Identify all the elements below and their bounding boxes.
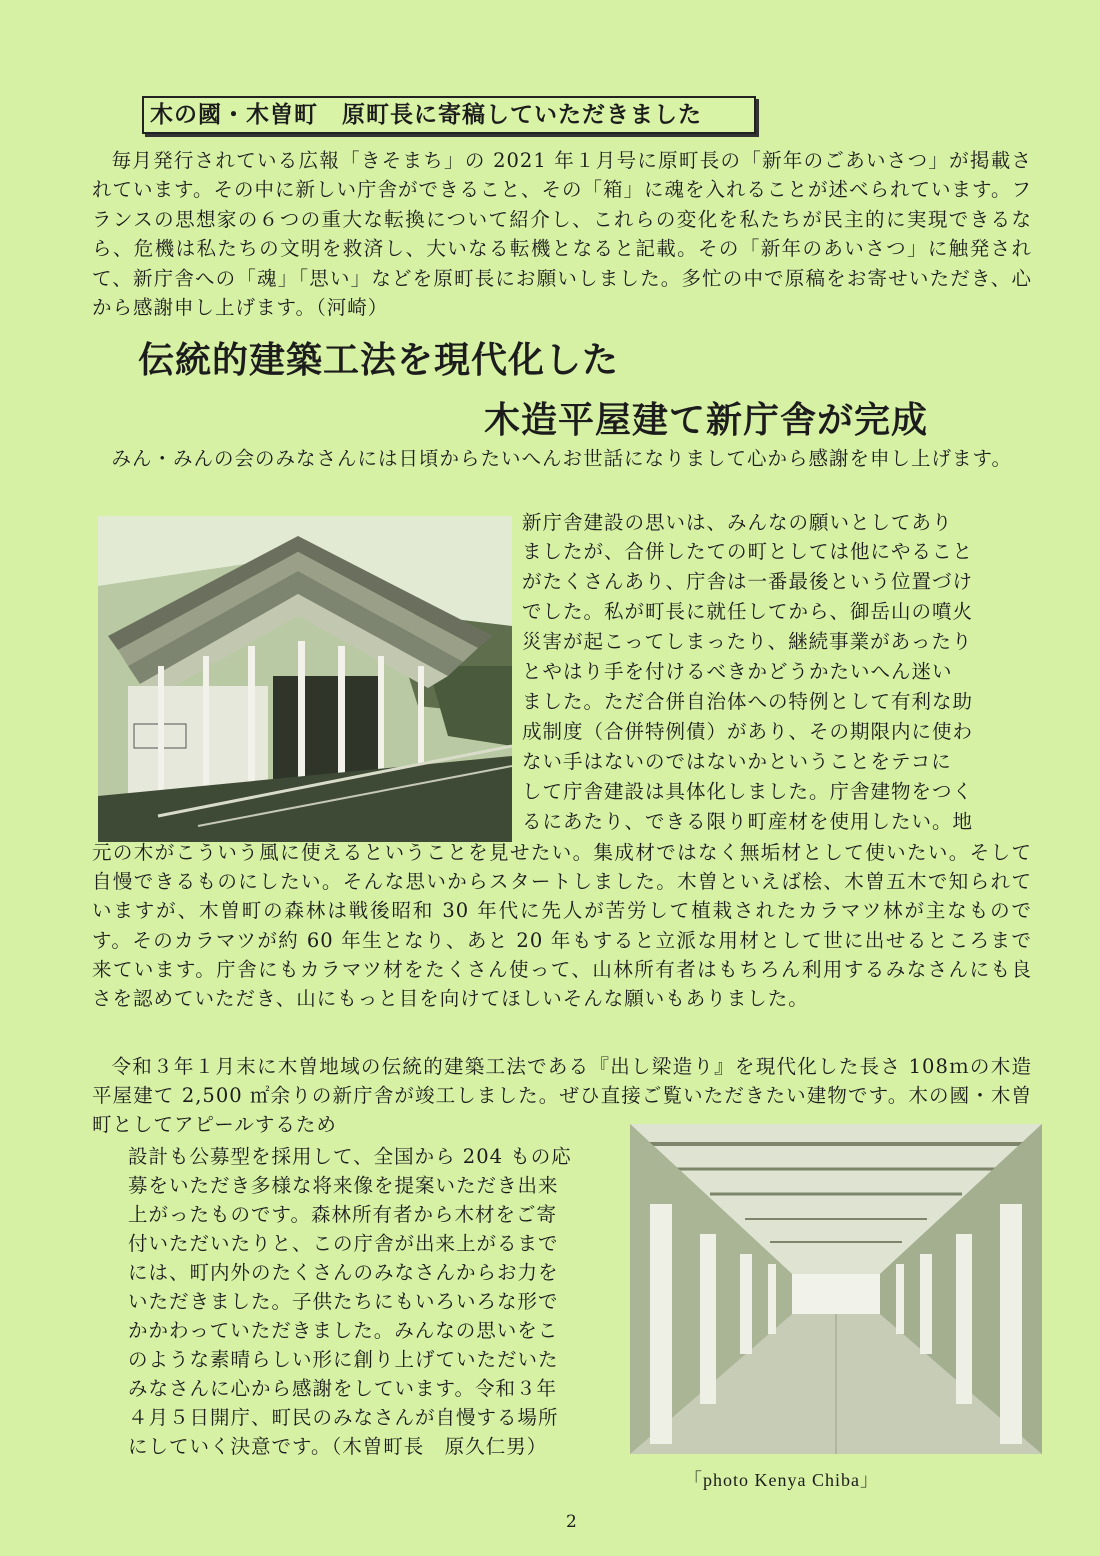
left-column-line: 付いただいたりと、この庁舎が出来上がるまで: [128, 1232, 559, 1255]
article-paragraph-1: みん・みんの会のみなさんには日頃からたいへんお世話になりまして心から感謝を申し上げます。: [111, 447, 1012, 470]
town-hall-interior-photo: [630, 1124, 1042, 1454]
left-column-line: 募をいただき多様な将来像を提案いただき出来: [128, 1174, 559, 1197]
right-column-line: ました。ただ合併自治体への特例として有利な助: [522, 690, 974, 713]
boxed-section-title: 木の國・木曽町 原町長に寄稿していただきました: [142, 96, 756, 134]
photo-caption: 「photo Kenya Chiba」: [684, 1470, 879, 1490]
right-column-line: 新庁舎建設の思いは、みんなの願いとしてあり: [522, 511, 953, 534]
article-paragraph-2-continued: 元の木がこういう風に使えるということを見せたい。集成材ではなく無垢材として使いたい。そして自慢できるものにしたい。そんな思いからスタートしました。木曽といえば桧、木曽五木で知られていますが、木曽町の森林は戦後昭和 30 年代に先人が苦労して植栽されたカラマツ林が主なものです。そのカラマツが約 60 年生となり、あと 20 年もすると立派な用材として世に出せるところまで来ています。庁舎にもカラマツ材をたくさん使って、山林所有者はもちろん利用するみなさんにも良さを認めていただき、山にもっと目を向けてほしいそんな願いもありました。: [92, 841, 1032, 1011]
article-headline-line1: 伝統的建築工法を現代化した: [138, 340, 620, 381]
left-column-line: ４月５日開庁、町民のみなさんが自慢する場所: [128, 1406, 559, 1429]
right-column-line: がたくさんあり、庁舎は一番最後という位置づけ: [522, 570, 974, 593]
intro-paragraph: [92, 146, 1032, 322]
left-column-line: にしていく決意です。（木曽町長 原久仁男）: [128, 1435, 548, 1458]
left-column-line: かかわっていただきました。みんなの思いをこ: [128, 1319, 559, 1342]
left-column-line: には、町内外のたくさんのみなさんからお力を: [128, 1261, 559, 1284]
left-column-line: のような素晴らしい形に創り上げていただいた: [128, 1348, 559, 1371]
right-column-line: でした。私が町長に就任してから、御岳山の噴火: [522, 600, 974, 623]
right-column-line: るにあたり、できる限り町産材を使用したい。地: [522, 810, 974, 833]
right-column-line: ましたが、合併したての町としては他にやること: [522, 540, 974, 563]
right-column-line: 災害が起こってしまったり、継続事業があったり: [522, 630, 973, 653]
page-number: 2: [566, 1512, 577, 1532]
left-column-line: いただきました。子供たちにもいろいろな形で: [128, 1290, 559, 1313]
left-column-line: 設計も公募型を採用して、全国から 204 もの応: [128, 1145, 572, 1168]
intro-text: 毎月発行されている広報「きそまち」の 2021 年１月号に原町長の「新年のごあいさつ」が掲載されています。その中に新しい庁舎ができること、その「箱」に魂を入れることが述べられています。フランスの思想家の６つの重大な転換について紹介し、これらの変化を私たちが民主的に実現できるなら、危機は私たちの文明を救済し、大いなる転機となると記載。その「新年のあいさつ」に触発されて、新庁舎への「魂」「思い」などを原町長にお願いしました。多忙の中で原稿をお寄せいただき、心から感謝申し上げます。（河崎）: [92, 149, 1032, 320]
town-hall-exterior-photo: [98, 516, 512, 842]
right-column-line: ない手はないのではないかということをテコに: [522, 750, 952, 773]
article-headline-line2: 木造平屋建て新庁舎が完成: [484, 400, 929, 441]
article-paragraph-3: 令和３年１月末に木曽地域の伝統的建築工法である『出し梁造り』を現代化した長さ 108ｍの木造平屋建て 2,500 ㎡余りの新庁舎が竣工しました。ぜひ直接ご覧いただきたい建物です。木の國・木曽町としてアピールするため: [92, 1055, 1032, 1137]
right-column-line: して庁舎建設は具体化しました。庁舎建物をつく: [522, 780, 974, 803]
right-column-line: 成制度（合併特例債）があり、その期限内に使わ: [522, 720, 974, 743]
left-column-line: みなさんに心から感謝をしています。令和３年: [128, 1377, 557, 1400]
left-column-line: 上がったものです。森林所有者から木材をご寄: [128, 1203, 557, 1226]
right-column-line: とやはり手を付けるべきかどうかたいへん迷い: [522, 660, 953, 683]
